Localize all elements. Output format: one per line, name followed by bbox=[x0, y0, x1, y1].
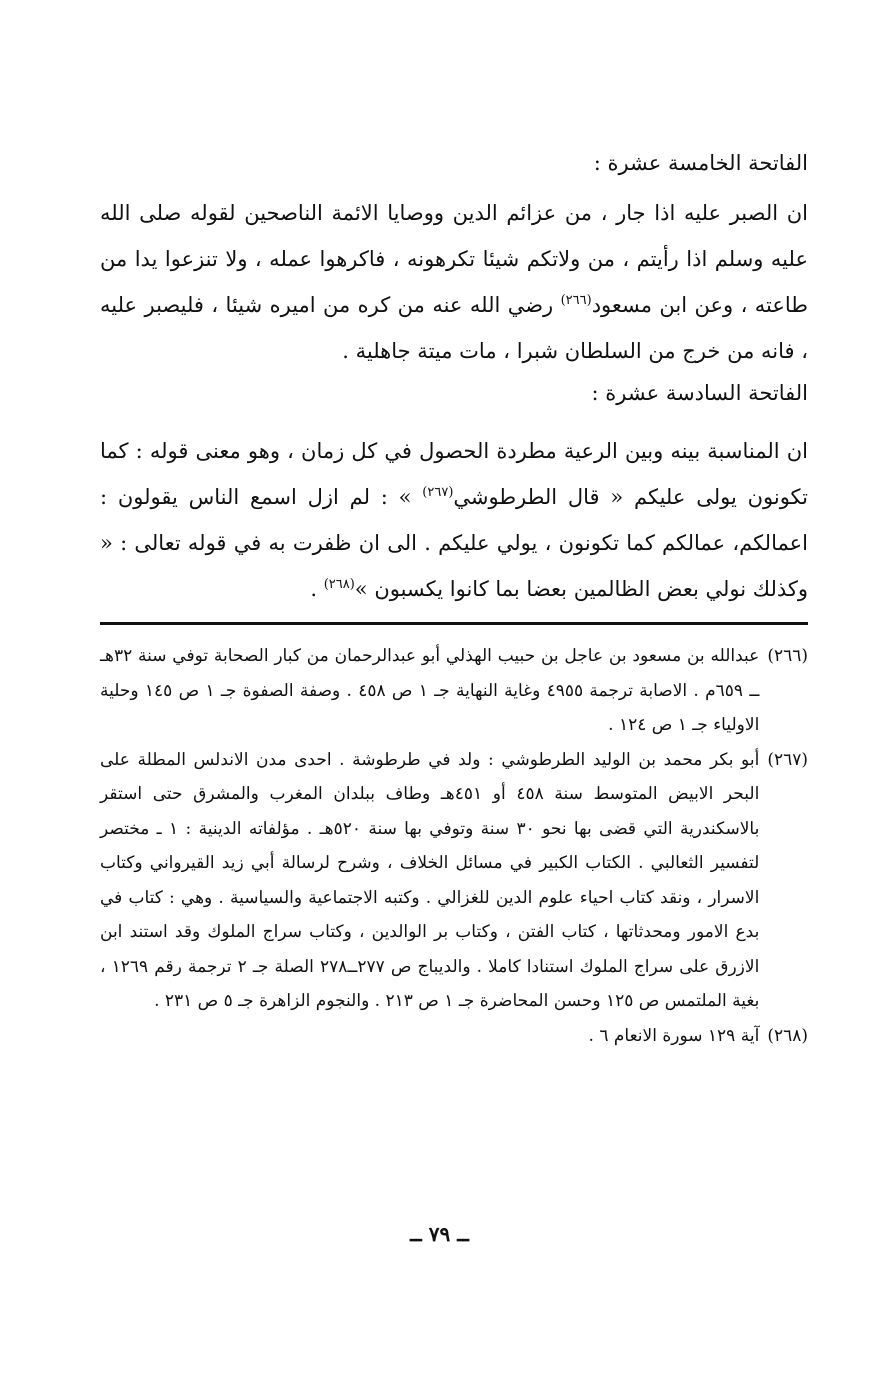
footnote-text: عبدالله بن مسعود بن عاجل بن حبيب الهذلي أبو عبدالرحمان من كبار الصحابة توفي سنة ٣٢هـ ــ ٦٥٩م . الاصابة ترجمة ٤٩٥٥ وغاية النهاية جـ ١ ص ٤٥٨ . وصفة الصفوة جـ ١ ص ١٤٥ وحلية الاولياء جـ ١ ص ١٢٤ . bbox=[100, 646, 760, 735]
paragraph-15-text-b: رضي الله عنه من كره من اميره شيئا ، فليصبر عليه ، فانه من خرج من السلطان شبرا ، مات ميتة جاهلية . bbox=[100, 293, 808, 363]
footnote-ref-267[interactable]: (٢٦٧) bbox=[422, 485, 454, 500]
section-heading-16: الفاتحة السادسة عشرة : bbox=[591, 381, 808, 405]
footnote-number: (٢٦٨) bbox=[767, 1025, 808, 1046]
page-body bbox=[100, 148, 808, 1053]
footnote-divider bbox=[100, 622, 808, 625]
section-heading-15: الفاتحة الخامسة عشرة : bbox=[593, 151, 808, 175]
section-paragraph-15 bbox=[100, 190, 808, 374]
footnote-ref-266[interactable]: (٢٦٦) bbox=[560, 293, 592, 308]
page-number: ــ ٧٩ ــ bbox=[410, 1222, 469, 1246]
footnote-number: (٢٦٦) bbox=[767, 646, 808, 666]
footnote-ref-268[interactable]: (٢٦٨) bbox=[323, 577, 355, 592]
footnote-266 bbox=[100, 639, 808, 743]
paragraph-15-text-a: ان الصبر عليه اذا جار ، من عزائم الدين ووصايا الائمة الناصحين لقوله صلى الله عليه وسلم اذا رأيتم ، من ولاتكم شيئا تكرهونه ، فاكرهوا عمله ، ولا تنزعوا يدا من طاعته ، وعن ابن مسعود bbox=[100, 201, 808, 317]
footnote-number: (٢٦٧) bbox=[767, 749, 808, 770]
paragraph-16-text-a: ان المناسبة بينه وبين الرعية مطردة الحصول في كل زمان ، وهو معنى قوله : كما تكونون يولى عليكم « قال الطرطوشي bbox=[100, 439, 808, 509]
footnote-text: أبو بكر محمد بن الوليد الطرطوشي : ولد في طرطوشة . احدى مدن الاندلس المطلة على البحر الابيض المتوسط سنة ٤٥٨ أو ٤٥١هـ وطاف ببلدان المغرب والمشرق حتى استقر بالاسكندرية التي قضى بها نحو ٣٠ سنة وتوفي بها سنة ٥٢٠هـ . مؤلفاته الدينية : ١ ـ مختصر لتفسير الثعالبي . الكتاب الكبير في مسائل الخلاف ، وشرح لرسالة أبي زيد القيرواني وكتاب الاسرار ، ونقد كتاب احياء علوم الدين للغزالي . وكتبه الاجتماعية والسياسية . وهي : كتاب في بدع الامور ومحدثاتها ، كتاب الفتن ، وكتاب بر الوالدين ، وكتاب سراج الملوك وقد استند ابن الازرق على سراج الملوك استنادا كاملا . والديباج ص ٢٧٧ــ٢٧٨ الصلة جـ ٢ ترجمة رقم ١٢٦٩ ، بغية الملتمس ص ١٢٥ وحسن المحاضرة جـ ١ ص ٢١٣ . والنجوم الزاهرة جـ ٥ ص ٢٣١ . bbox=[100, 749, 760, 1011]
section-paragraph-16 bbox=[100, 428, 808, 612]
paragraph-16-text-c: . bbox=[310, 577, 324, 601]
paragraph-16-text-b: » : لم ازل اسمع الناس يقولون : اعمالكم، عمالكم كما تكونون ، يولي عليكم . الى ان ظفرت به في قوله تعالى : « وكذلك نولي بعض الظالمين بعضا بما كانوا يكسبون » bbox=[100, 485, 808, 601]
footnote-267 bbox=[100, 743, 808, 1019]
footnotes bbox=[100, 639, 808, 1053]
footnote-268 bbox=[100, 1019, 808, 1054]
footnote-text: آية ١٢٩ سورة الانعام ٦ . bbox=[588, 1025, 760, 1046]
